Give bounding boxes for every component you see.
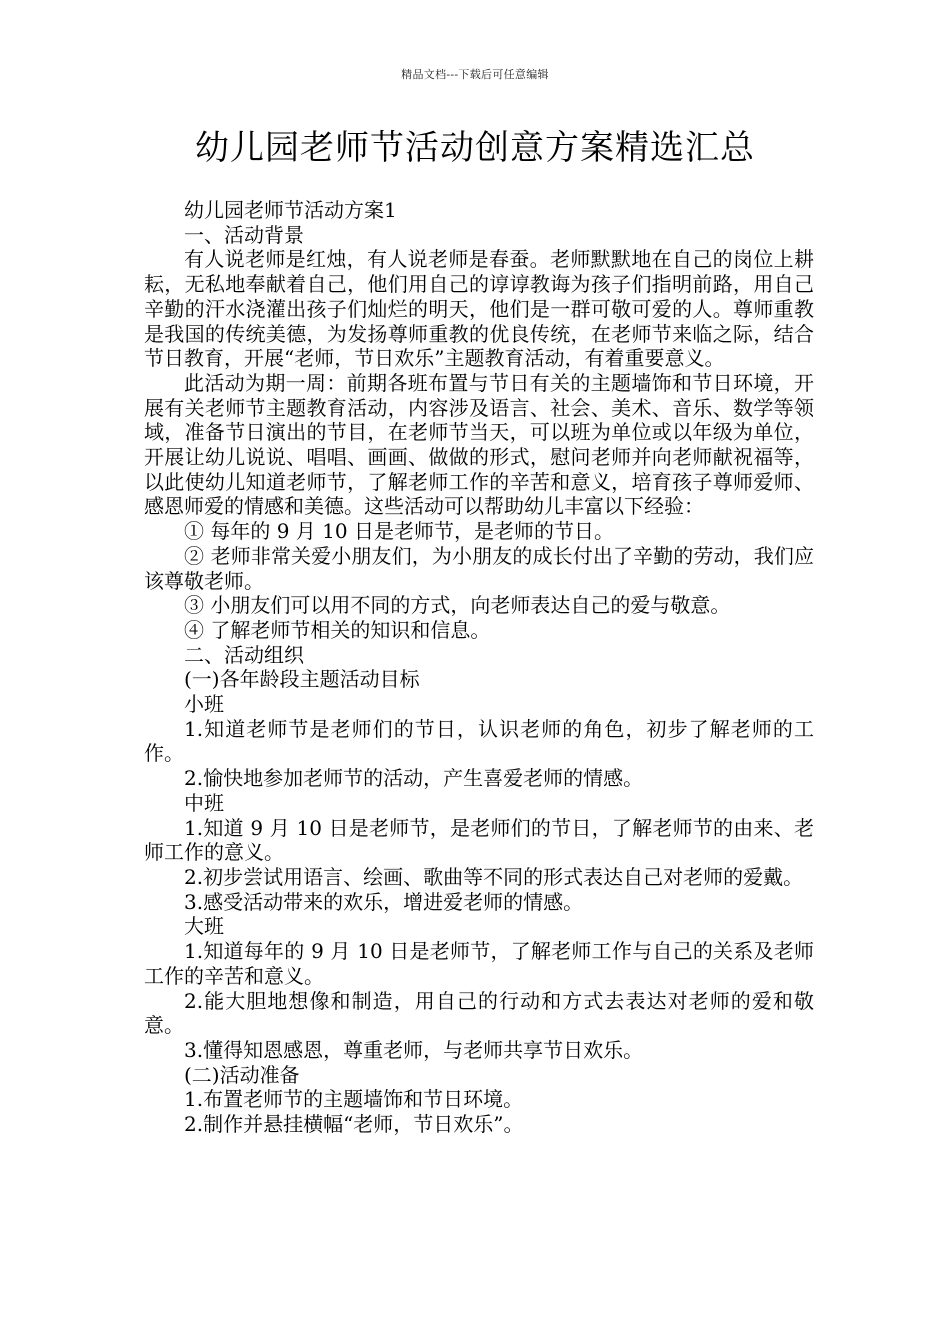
subheading-preparation: (二)活动准备 — [184, 1062, 300, 1087]
goal-small-2: 2.愉快地参加老师节的活动，产生喜爱老师的情感。 — [184, 766, 644, 791]
class-label-middle: 中班 — [184, 790, 224, 815]
class-label-small: 小班 — [184, 692, 224, 717]
goal-small-1: 1.知道老师节是老师们的节日，认识老师的角色，初步了解老师的工作。 — [144, 716, 814, 766]
header-note: 精品文档---下载后可任意编辑 — [401, 68, 549, 81]
list-item-experience-3: ③ 小朋友们可以用不同的方式，向老师表达自己的爱与敬意。 — [184, 593, 731, 618]
list-item-experience-2: ② 老师非常关爱小朋友们，为小朋友的成长付出了辛勤的劳动，我们应该尊敬老师。 — [144, 543, 814, 593]
paragraph-activity-overview: 此活动为期一周：前期各班布置与节日有关的主题墙饰和节日环境，开展有关老师节主题教育活动，内容涉及语言、社会、美术、音乐、数学等领域，准备节日演出的节目，在老师节当天，可以班为单位或以年级为单位，开展让幼儿说说、唱唱、画画、做做的形式，慰问老师并向老师献祝福等，以此使幼儿知道老师节，了解老师工作的辛苦和意义，培育孩子尊师爱师、感恩师爱的情感和美德。这些活动可以帮助幼儿丰富以下经验： — [144, 370, 814, 519]
heading-background: 一、活动背景 — [184, 222, 304, 247]
list-item-experience-4: ④ 了解老师节相关的知识和信息。 — [184, 617, 491, 642]
goal-large-3: 3.懂得知恩感恩，尊重老师，与老师共享节日欢乐。 — [184, 1037, 644, 1062]
list-item-experience-1: ① 每年的 9 月 10 日是老师节，是老师的节日。 — [184, 519, 614, 544]
document-title: 幼儿园老师节活动创意方案精选汇总 — [195, 128, 755, 168]
subheading-goals: (一)各年龄段主题活动目标 — [184, 667, 420, 692]
class-label-large: 大班 — [184, 914, 224, 939]
goal-middle-2: 2.初步尝试用语言、绘画、歌曲等不同的形式表达自己对老师的爱戴。 — [184, 864, 804, 889]
heading-organization: 二、活动组织 — [184, 642, 304, 667]
paragraph-background: 有人说老师是红烛，有人说老师是春蚕。老师默默地在自己的岗位上耕耘，无私地奉献着自己，他们用自己的谆谆教诲为孩子们指明前路，用自己辛勤的汗水浇灌出孩子们灿烂的明天，他们是一群可敬可爱的人。尊师重教是我国的传统美德，为发扬尊师重教的优良传统，在老师节来临之际，结合节日教育，开展“老师，节日欢乐”主题教育活动，有着重要意义。 — [144, 247, 814, 371]
preparation-item-2: 2.制作并悬挂横幅“老师，节日欢乐”。 — [184, 1112, 524, 1137]
goal-large-1: 1.知道每年的 9 月 10 日是老师节，了解老师工作与自己的关系及老师工作的辛苦和意义。 — [144, 939, 814, 988]
goal-middle-3: 3.感受活动带来的欢乐，增进爱老师的情感。 — [184, 889, 584, 914]
goal-large-2: 2.能大胆地想像和制造，用自己的行动和方式去表达对老师的爱和敬意。 — [144, 988, 814, 1038]
section-subtitle: 幼儿园老师节活动方案1 — [184, 198, 397, 222]
preparation-item-1: 1.布置老师节的主题墙饰和节日环境。 — [184, 1087, 524, 1112]
goal-middle-1: 1.知道 9 月 10 日是老师节，是老师们的节日，了解老师节的由来、老师工作的意义。 — [144, 815, 814, 865]
document-body — [144, 198, 814, 1137]
